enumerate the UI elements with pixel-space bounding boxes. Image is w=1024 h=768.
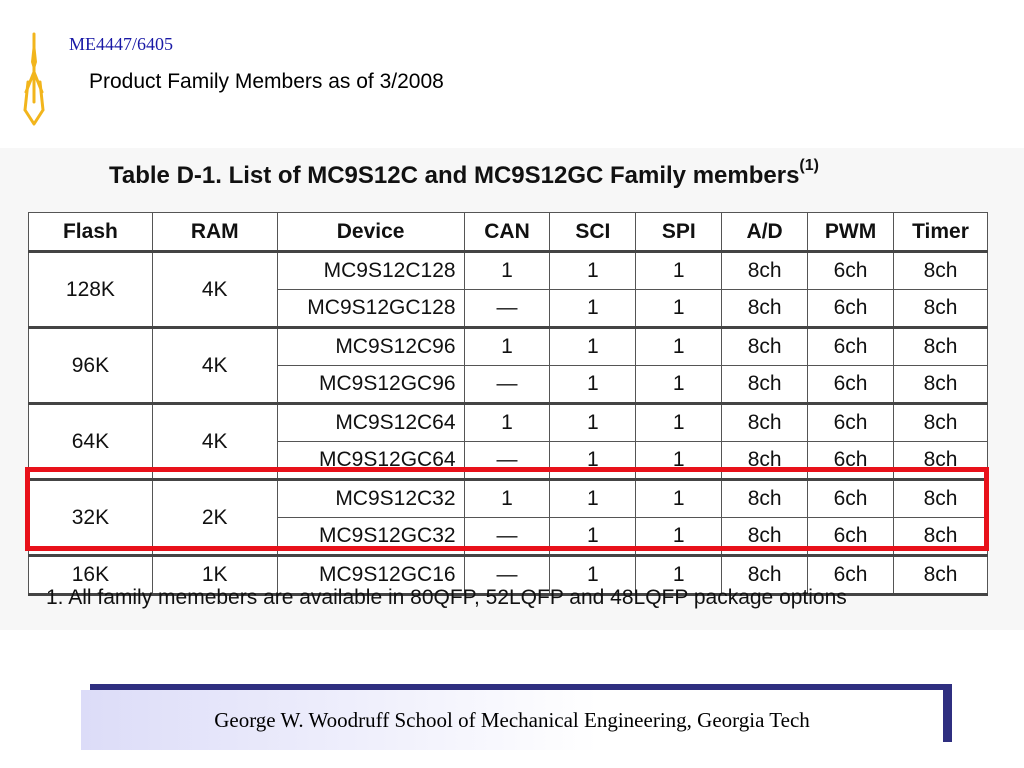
column-header-can: CAN: [464, 213, 550, 252]
spi-cell: 1: [636, 252, 722, 290]
spi-cell: 1: [636, 556, 722, 595]
device-cell: MC9S12C96: [277, 328, 464, 366]
column-header-spi: SPI: [636, 213, 722, 252]
can-cell: —: [464, 366, 550, 404]
flash-cell: 16K: [29, 556, 153, 595]
ram-cell: 1K: [152, 556, 277, 595]
ram-cell: 4K: [152, 404, 277, 480]
timer-cell: 8ch: [894, 328, 988, 366]
spi-cell: 1: [636, 442, 722, 480]
sci-cell: 1: [550, 404, 636, 442]
pwm-cell: 6ch: [808, 366, 894, 404]
table-caption-footnote-ref: (1): [799, 157, 819, 174]
ad-cell: 8ch: [722, 556, 808, 595]
can-cell: 1: [464, 404, 550, 442]
ram-cell: 4K: [152, 328, 277, 404]
footer-text: George W. Woodruff School of Mechanical Engineering, Georgia Tech: [214, 707, 810, 732]
table-row: [29, 252, 988, 290]
timer-cell: 8ch: [894, 404, 988, 442]
timer-cell: 8ch: [894, 556, 988, 595]
ad-cell: 8ch: [722, 480, 808, 518]
device-cell: MC9S12C128: [277, 252, 464, 290]
spi-cell: 1: [636, 290, 722, 328]
ad-cell: 8ch: [722, 328, 808, 366]
ad-cell: 8ch: [722, 442, 808, 480]
highlight-box-32k: [25, 467, 989, 551]
can-cell: 1: [464, 328, 550, 366]
device-cell: MC9S12GC96: [277, 366, 464, 404]
device-cell: MC9S12GC16: [277, 556, 464, 595]
timer-cell: 8ch: [894, 366, 988, 404]
ad-cell: 8ch: [722, 518, 808, 556]
device-cell: MC9S12GC128: [277, 290, 464, 328]
can-cell: —: [464, 290, 550, 328]
sci-cell: 1: [550, 252, 636, 290]
pwm-cell: 6ch: [808, 290, 894, 328]
timer-cell: 8ch: [894, 290, 988, 328]
spi-cell: 1: [636, 328, 722, 366]
ad-cell: 8ch: [722, 252, 808, 290]
ram-cell: 4K: [152, 252, 277, 328]
course-code: ME4447/6405: [69, 34, 174, 54]
spi-cell: 1: [636, 366, 722, 404]
flash-cell: 32K: [29, 480, 153, 556]
ad-cell: 8ch: [722, 366, 808, 404]
column-header-device: Device: [277, 213, 464, 252]
sci-cell: 1: [550, 328, 636, 366]
pwm-cell: 6ch: [808, 480, 894, 518]
table-row: [29, 328, 988, 366]
pwm-cell: 6ch: [808, 556, 894, 595]
pwm-cell: 6ch: [808, 328, 894, 366]
georgia-tech-logo-icon: [22, 32, 46, 126]
timer-cell: 8ch: [894, 442, 988, 480]
can-cell: —: [464, 518, 550, 556]
sci-cell: 1: [550, 480, 636, 518]
pwm-cell: 6ch: [808, 518, 894, 556]
device-cell: MC9S12C64: [277, 404, 464, 442]
timer-cell: 8ch: [894, 480, 988, 518]
flash-cell: 96K: [29, 328, 153, 404]
table-header-row: [29, 213, 988, 252]
column-header-a-d: A/D: [722, 213, 808, 252]
pwm-cell: 6ch: [808, 252, 894, 290]
flash-cell: 64K: [29, 404, 153, 480]
table-caption-text: Table D-1. List of MC9S12C and MC9S12GC Family members: [109, 162, 800, 189]
table-row: [29, 404, 988, 442]
sci-cell: 1: [550, 366, 636, 404]
sci-cell: 1: [550, 442, 636, 480]
ad-cell: 8ch: [722, 290, 808, 328]
device-cell: MC9S12C32: [277, 480, 464, 518]
table-caption: [109, 157, 819, 190]
can-cell: 1: [464, 480, 550, 518]
can-cell: —: [464, 556, 550, 595]
column-header-pwm: PWM: [808, 213, 894, 252]
device-cell: MC9S12GC32: [277, 518, 464, 556]
column-header-sci: SCI: [550, 213, 636, 252]
footer-bar: [81, 690, 943, 750]
spi-cell: 1: [636, 480, 722, 518]
ram-cell: 2K: [152, 480, 277, 556]
column-header-ram: RAM: [152, 213, 277, 252]
column-header-timer: Timer: [894, 213, 988, 252]
pwm-cell: 6ch: [808, 442, 894, 480]
pwm-cell: 6ch: [808, 404, 894, 442]
table-footnote: 1. All family memebers are available in 80QFP, 52LQFP and 48LQFP package options: [46, 586, 847, 609]
column-header-flash: Flash: [29, 213, 153, 252]
ad-cell: 8ch: [722, 404, 808, 442]
device-cell: MC9S12GC64: [277, 442, 464, 480]
sci-cell: 1: [550, 518, 636, 556]
spi-cell: 1: [636, 518, 722, 556]
slide-title: Product Family Members as of 3/2008: [89, 70, 444, 93]
timer-cell: 8ch: [894, 252, 988, 290]
can-cell: 1: [464, 252, 550, 290]
timer-cell: 8ch: [894, 518, 988, 556]
flash-cell: 128K: [29, 252, 153, 328]
sci-cell: 1: [550, 290, 636, 328]
sci-cell: 1: [550, 556, 636, 595]
can-cell: —: [464, 442, 550, 480]
spi-cell: 1: [636, 404, 722, 442]
